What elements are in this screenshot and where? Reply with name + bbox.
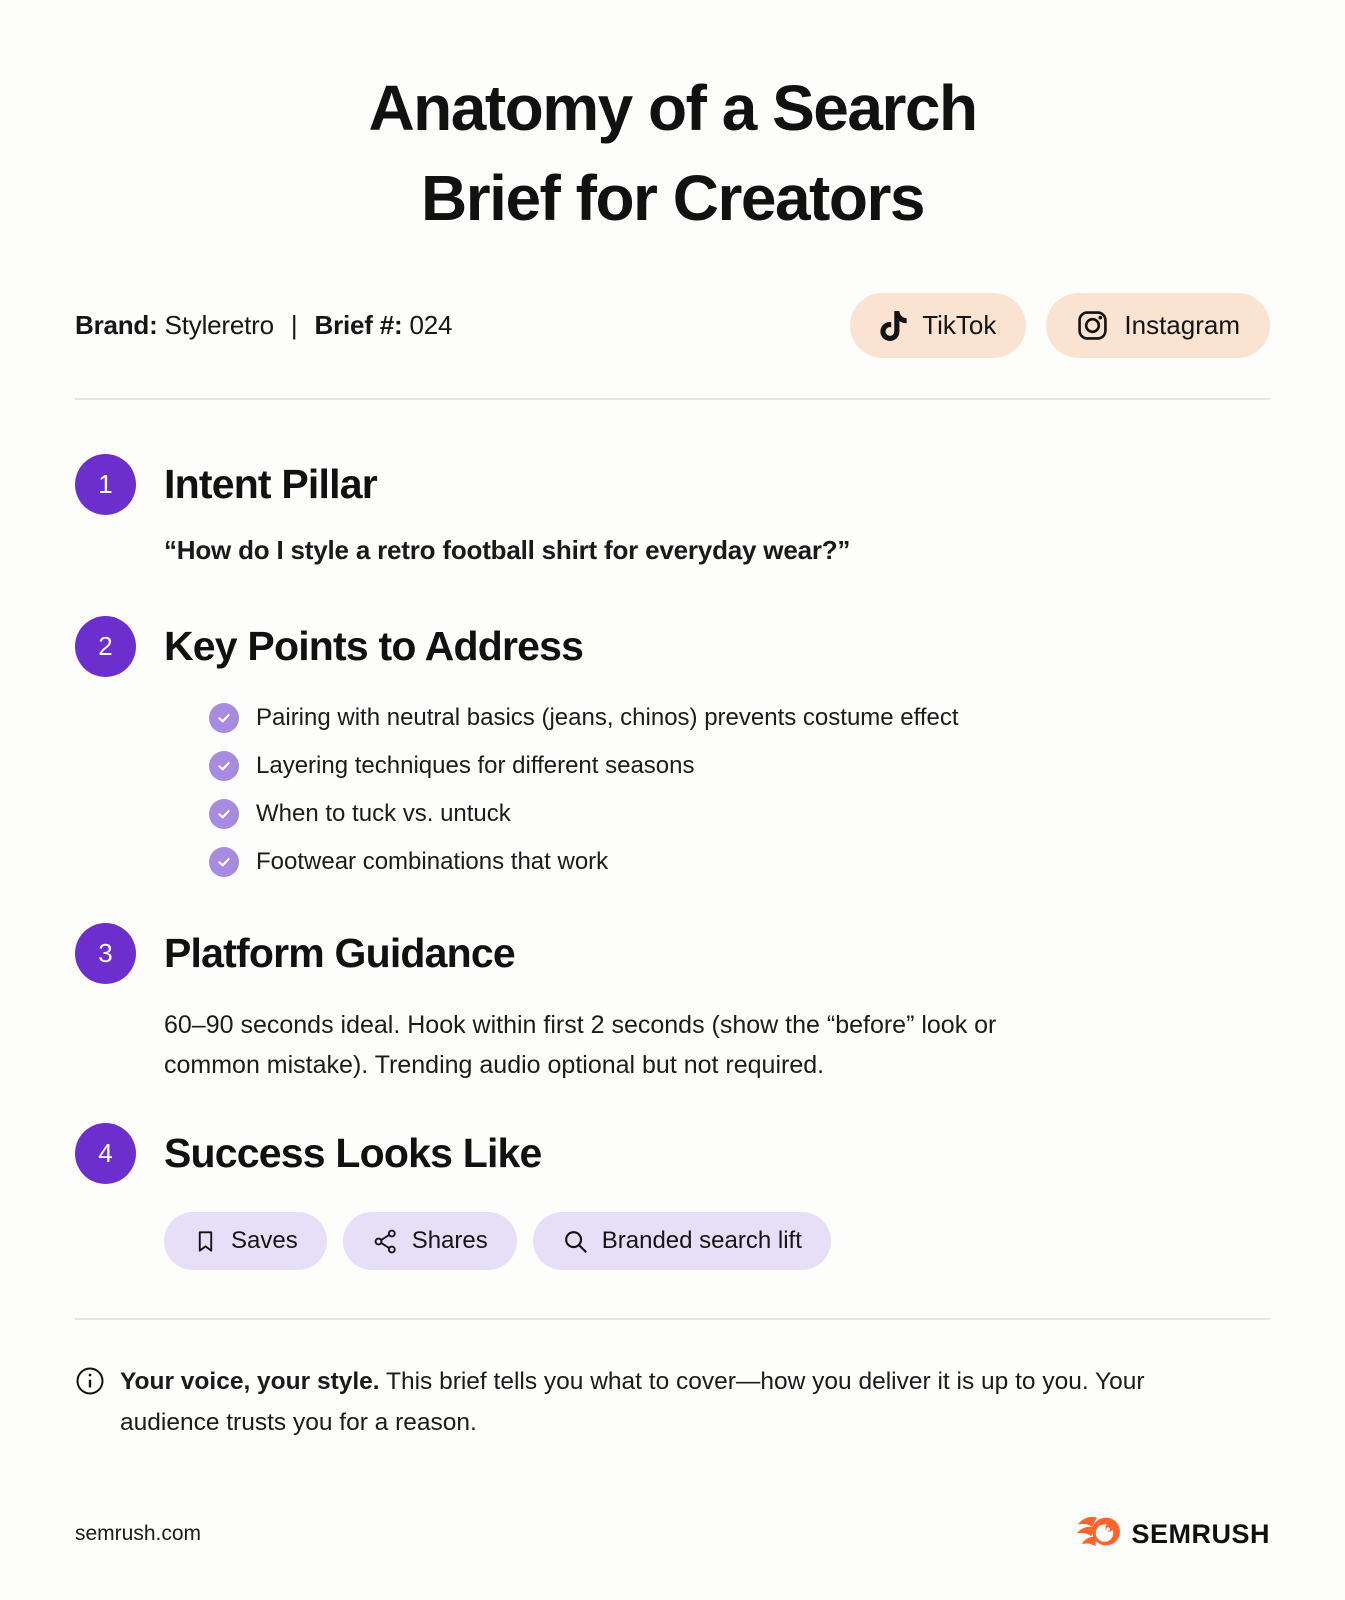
check-icon: [209, 799, 239, 829]
info-icon: [75, 1366, 105, 1401]
footer-note: [75, 1362, 1270, 1443]
page-title-line1: Anatomy of a Search: [368, 72, 977, 144]
list-item: [209, 847, 1270, 877]
platform-pill-instagram[interactable]: [1046, 293, 1270, 358]
check-icon: [209, 703, 239, 733]
platform-pills: [850, 293, 1270, 358]
meta-separator: |: [290, 310, 298, 341]
key-points-list: [164, 703, 1270, 877]
section-number-badge: 4: [75, 1123, 136, 1184]
note-text: [120, 1362, 1225, 1443]
brief-number-label: Brief #:: [314, 310, 403, 341]
section-title-platform-guidance: Platform Guidance: [164, 930, 515, 977]
section-platform-guidance: [75, 923, 1270, 1085]
semrush-flame-icon: [1076, 1514, 1123, 1554]
page-title: [75, 64, 1270, 243]
meta-row: [75, 293, 1270, 358]
brand-value: Styleretro: [164, 310, 274, 341]
instagram-icon: [1076, 309, 1109, 342]
section-key-points: [75, 616, 1270, 877]
section-intent-pillar: [75, 454, 1270, 566]
bottom-bar: [75, 1514, 1270, 1554]
check-icon: [209, 751, 239, 781]
platform-pill-label: TikTok: [922, 310, 997, 341]
metric-pill-label: Shares: [411, 1227, 488, 1255]
note-bold-text: Your voice, your style.: [120, 1368, 380, 1396]
semrush-wordmark: SEMRUSH: [1131, 1518, 1270, 1549]
key-point-text: Pairing with neutral basics (jeans, chinos) prevents costume effect: [256, 704, 959, 732]
platform-pill-label: Instagram: [1124, 310, 1240, 341]
bottom-divider: [75, 1318, 1270, 1320]
section-title-intent-pillar: Intent Pillar: [164, 461, 377, 508]
note-body-text: This brief tells you what to cover—how you deliver it is up to you. Your audience trusts you for a reason.: [120, 1368, 1145, 1436]
platform-pill-tiktok[interactable]: [850, 293, 1026, 358]
page-title-line2: Brief for Creators: [421, 161, 924, 234]
metric-pill-label: Branded search lift: [601, 1227, 802, 1255]
metric-pill-shares[interactable]: [343, 1212, 517, 1270]
metric-pill-label: Saves: [231, 1227, 298, 1255]
semrush-logo: [1076, 1514, 1270, 1554]
key-point-text: Layering techniques for different seasons: [256, 752, 695, 780]
key-point-text: Footwear combinations that work: [256, 848, 609, 876]
share-nodes-icon: [372, 1228, 399, 1255]
list-item: [209, 799, 1270, 829]
section-success-looks-like: [75, 1123, 1270, 1270]
brand-label: Brand:: [75, 310, 158, 341]
metric-pill-branded-search-lift[interactable]: [533, 1212, 831, 1270]
search-icon: [562, 1228, 589, 1255]
sections: [75, 454, 1270, 1270]
intent-pillar-quote: “How do I style a retro football shirt for everyday wear?”: [164, 535, 851, 566]
section-number-badge: 1: [75, 454, 136, 515]
tiktok-icon: [880, 311, 907, 341]
metric-pill-saves[interactable]: [164, 1212, 327, 1270]
check-icon: [209, 847, 239, 877]
bookmark-icon: [193, 1229, 218, 1254]
brief-number-value: 024: [409, 310, 453, 341]
top-divider: [75, 398, 1270, 400]
section-number-badge: 2: [75, 616, 136, 677]
platform-guidance-text: 60–90 seconds ideal. Hook within first 2 seconds (show the “before” look or common mistake). Trending audio optional but not required.: [164, 1011, 997, 1079]
key-point-text: When to tuck vs. untuck: [256, 800, 511, 828]
success-metric-pills: [164, 1212, 1270, 1270]
list-item: [209, 703, 1270, 733]
brand-line: [75, 310, 452, 341]
section-title-success-looks-like: Success Looks Like: [164, 1130, 542, 1177]
site-url: semrush.com: [75, 1522, 202, 1545]
section-title-key-points: Key Points to Address: [164, 623, 584, 670]
section-number-badge: 3: [75, 923, 136, 984]
list-item: [209, 751, 1270, 781]
